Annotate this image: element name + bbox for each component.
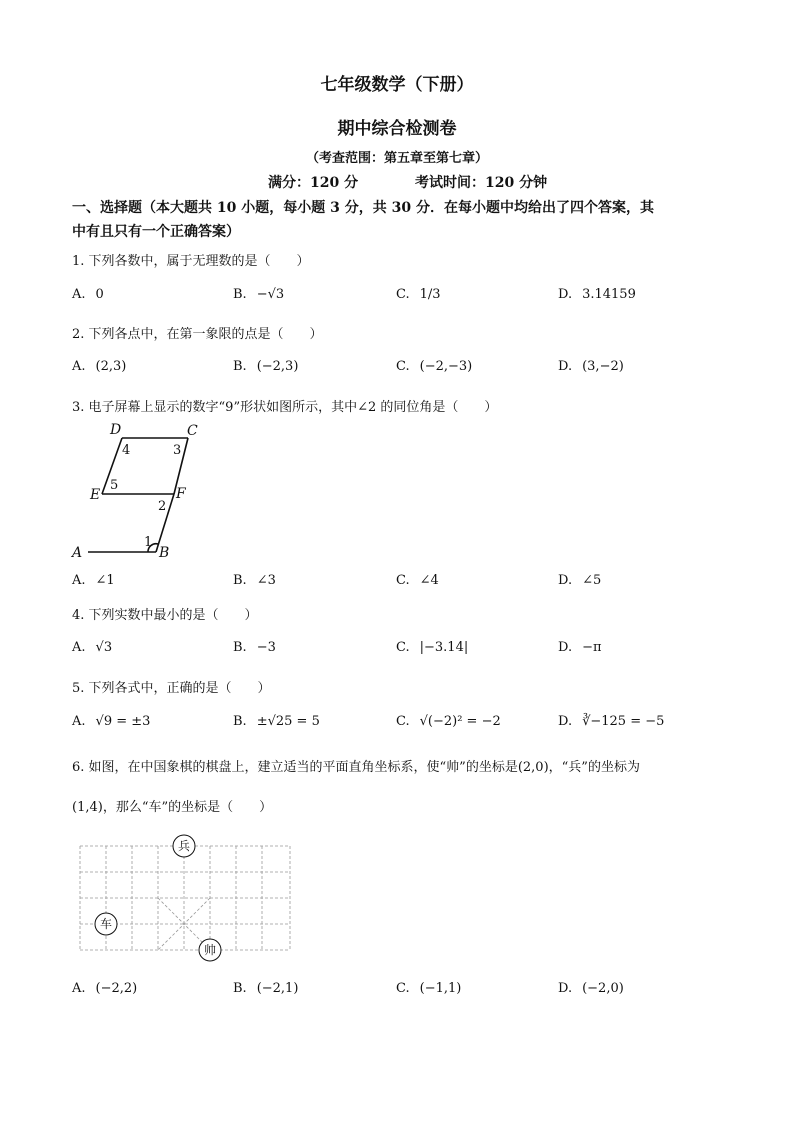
piece-shuai-label: 帅 [203,943,217,957]
figure-nine-shape [70,418,200,566]
q3-option-c: C. ∠4 [396,573,439,588]
chess-board-figure [76,832,296,964]
exam-time: 考试时间：120 分钟 [415,175,548,191]
question-2-stem: 2. 下列各点中，在第一象限的点是（ ） [72,327,323,342]
angle-1-label: 1 [144,535,153,550]
question-4-stem: 4. 下列实数中最小的是（ ） [72,608,258,623]
question-3-stem: 3. 电子屏幕上显示的数字“9”形状如图所示，其中∠2 的同位角是（ ） [72,400,498,415]
label-c: C [187,423,198,439]
piece-bing-label: 兵 [177,839,191,853]
q5-option-c: C. √(−2)² = −2 [396,714,501,729]
q6-option-a: A. (−2,2) [72,981,138,996]
label-a: A [72,545,83,561]
q4-option-d: D. −π [558,640,602,655]
q2-option-d: D. (3,−2) [558,359,624,374]
exam-title: 七年级数学（下册） [320,75,474,95]
q6-option-c: C. (−1,1) [396,981,462,996]
q2-option-c: C. (−2,−3) [396,359,473,374]
label-b: B [159,545,170,561]
q4-option-b: B. −3 [233,640,276,655]
q1-option-a: A. 0 [72,287,104,302]
q3-option-a: A. ∠1 [72,573,115,588]
q1-option-c: C. 1/3 [396,287,441,302]
question-5-stem: 5. 下列各式中，正确的是（ ） [72,681,271,696]
q6-option-b: B. (−2,1) [233,981,299,996]
q1-option-d: D. 3.14159 [558,287,636,302]
angle-2-label: 2 [158,499,167,514]
section-heading-line2: 中有且只有一个正确答案） [72,224,240,240]
label-d: D [110,422,122,438]
full-marks: 满分：120 分 [268,175,359,191]
label-f: F [176,486,186,502]
section-heading-line1: 一、选择题（本大题共 10 小题，每小题 3 分，共 30 分．在每小题中均给出了四个答案，其 [72,200,654,216]
angle-5-label: 5 [110,478,119,493]
angle-3-label: 3 [173,443,182,458]
label-e: E [90,487,101,503]
q5-option-d: D. ∛−125 = −5 [558,714,665,729]
q4-option-c: C. |−3.14| [396,640,469,655]
piece-che-label: 车 [99,917,113,931]
q5-option-b: B. ±√25 = 5 [233,714,320,729]
exam-scope: （考查范围：第五章至第七章） [305,151,488,166]
q1-option-b: B. −√3 [233,287,285,302]
angle-4-label: 4 [122,443,131,458]
q6-option-d: D. (−2,0) [558,981,624,996]
q4-option-a: A. √3 [72,640,113,655]
q2-option-a: A. (2,3) [72,359,127,374]
q2-option-b: B. (−2,3) [233,359,299,374]
q5-option-a: A. √9 = ±3 [72,714,151,729]
exam-subtitle: 期中综合检测卷 [337,119,457,139]
q3-option-d: D. ∠5 [558,573,602,588]
question-6-stem-line1: 6. 如图，在中国象棋的棋盘上，建立适当的平面直角坐标系，使“帅”的坐标是(2,0)，“兵”的坐标为 [72,760,640,775]
question-1-stem: 1. 下列各数中，属于无理数的是（ ） [72,254,310,269]
q3-option-b: B. ∠3 [233,573,276,588]
question-6-stem-line2: (1,4)，那么“车”的坐标是（ ） [72,800,273,815]
